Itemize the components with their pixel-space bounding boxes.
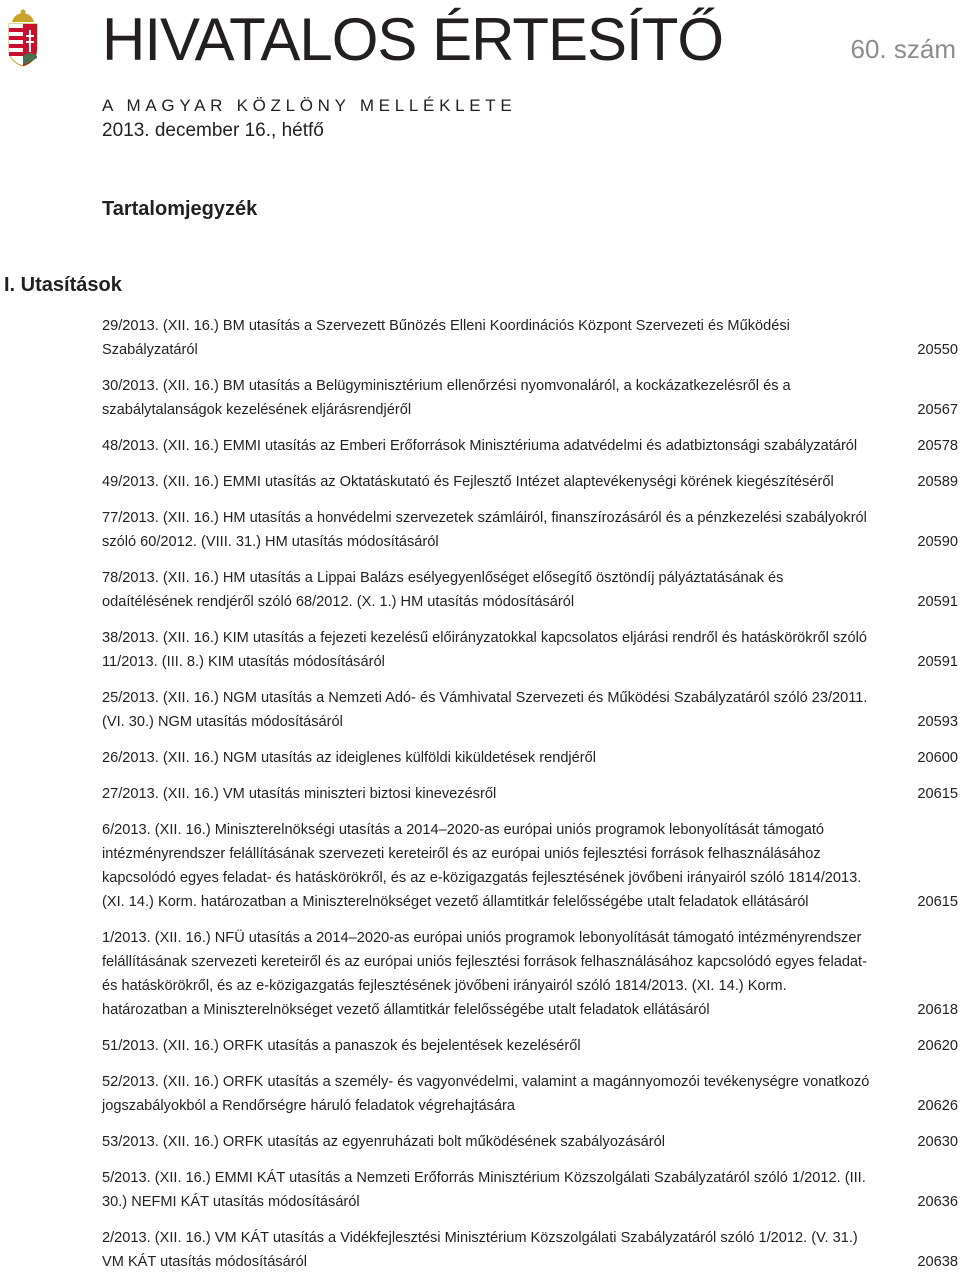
toc-entry-text: 1/2013. (XII. 16.) NFÜ utasítás a 2014–2020-as európai uniós programok lebonyolítását támogató intézményrendszer felállításának szervezeti kereteiről és az európai uniós fejlesztési források felhasználásához kapcsolódó egyes feladat- és hatáskörökről, és az e-közigazgatás fejlesztésének jövőbeni irányairól szóló 1814/2013. (XI. 14.) Korm. határozatban a Miniszterelnökséget vezető államtitkár felelősségébe utalt feladatok ellátásáról: [102, 930, 867, 1018]
toc-entry-text: 53/2013. (XII. 16.) ORFK utasítás az egyenruházati bolt működésének szabályozásáról: [102, 1134, 665, 1150]
toc-entry-page: 20615: [917, 894, 958, 910]
toc-entry-page: 20620: [917, 1038, 958, 1054]
toc-entry-text: 48/2013. (XII. 16.) EMMI utasítás az Emberi Erőforrások Minisztériuma adatvédelmi és adatbiztonsági szabályzatáról: [102, 438, 858, 454]
toc-entry: [102, 818, 958, 914]
section-heading: I. Utasítások: [4, 274, 122, 296]
toc-entry-text: 2/2013. (XII. 16.) VM KÁT utasítás a Vidékfejlesztési Minisztérium Közszolgálati Szabályzatáról szóló 1/2012. (V. 31.) VM KÁT utasítás módosításáról: [102, 1230, 858, 1270]
publication-date: 2013. december 16., hétfő: [102, 120, 324, 141]
toc-entry-page: 20591: [917, 594, 958, 610]
toc-entry-text: 77/2013. (XII. 16.) HM utasítás a honvédelmi szervezetek számláiról, finanszírozásáról és a pénzkezelési szabályokról szóló 60/2012. (VIII. 31.) HM utasítás módosításáról: [102, 510, 867, 550]
toc-entry-text: 5/2013. (XII. 16.) EMMI KÁT utasítás a Nemzeti Erőforrás Minisztérium Közszolgálati Szabályzatáról szóló 1/2012. (III. 30.) NEFMI KÁT utasítás módosításáról: [102, 1170, 866, 1210]
toc-entry-page: 20567: [917, 402, 958, 418]
toc-entry: [102, 1130, 958, 1154]
toc-entry: [102, 374, 958, 422]
coat-of-arms-icon: [6, 8, 40, 68]
toc-entry: [102, 1070, 958, 1118]
toc-entry: [102, 434, 958, 458]
toc-entry-page: 20618: [917, 1002, 958, 1018]
toc-entry-text: 49/2013. (XII. 16.) EMMI utasítás az Oktatáskutató és Fejlesztő Intézet alaptevékenységi körének kiegészítéséről: [102, 474, 834, 490]
toc-entry-text: 6/2013. (XII. 16.) Miniszterelnökségi utasítás a 2014–2020-as európai uniós programok lebonyolítását támogató intézményrendszer felállításának szervezeti kereteiről és az európai uniós fejlesztési források felhasználásához kapcsolódó egyes feladat- és hatáskörökről, és az e-közigazgatás fejlesztésének jövőbeni irányairól szóló 1814/2013. (XI. 14.) Korm. határozatban a Miniszterelnökséget vezető államtitkár felelősségébe utalt feladatok ellátásáról: [102, 822, 862, 910]
toc-entry: [102, 470, 958, 494]
toc-entry-page: 20589: [917, 474, 958, 490]
toc-entry: [102, 926, 958, 1022]
toc-entry: [102, 314, 958, 362]
toc-entry: [102, 782, 958, 806]
toc-entry-page: 20550: [917, 342, 958, 358]
toc-entry-text: 29/2013. (XII. 16.) BM utasítás a Szervezett Bűnözés Elleni Koordinációs Központ Szervezeti és Működési Szabályzatáról: [102, 318, 790, 358]
issue-number: 60. szám: [850, 34, 956, 64]
toc-entry-text: 27/2013. (XII. 16.) VM utasítás miniszteri biztosi kinevezésről: [102, 786, 497, 802]
toc-entry: [102, 686, 958, 734]
toc-entry-page: 20615: [917, 786, 958, 802]
toc-entry-text: 51/2013. (XII. 16.) ORFK utasítás a panaszok és bejelentések kezeléséről: [102, 1038, 581, 1054]
publication-title: HIVATALOS ÉRTESÍTŐ: [102, 6, 724, 73]
toc-entry-page: 20578: [917, 438, 958, 454]
toc-entry-page: 20638: [917, 1254, 958, 1270]
toc-entry: [102, 506, 958, 554]
toc-entry-page: 20626: [917, 1098, 958, 1114]
toc-entry-page: 20593: [917, 714, 958, 730]
toc-entry: [102, 566, 958, 614]
toc-entry-list: [102, 314, 958, 1286]
toc-entry-page: 20600: [917, 750, 958, 766]
toc-entry: [102, 746, 958, 770]
toc-entry-page: 20590: [917, 534, 958, 550]
toc-entry-page: 20630: [917, 1134, 958, 1150]
toc-entry-page: 20636: [917, 1194, 958, 1210]
toc-entry-text: 30/2013. (XII. 16.) BM utasítás a Belügyminisztérium ellenőrzési nyomvonaláról, a kockázatkezelésről és a szabálytalanságok kezelésének eljárásrendjéről: [102, 378, 791, 418]
toc-entry: [102, 1166, 958, 1214]
toc-entry-page: 20591: [917, 654, 958, 670]
toc-entry: [102, 1034, 958, 1058]
toc-entry: [102, 626, 958, 674]
publication-subtitle: A MAGYAR KÖZLÖNY MELLÉKLETE: [102, 96, 517, 115]
toc-entry: [102, 1226, 958, 1274]
toc-entry-text: 26/2013. (XII. 16.) NGM utasítás az ideiglenes külföldi kiküldetések rendjéről: [102, 750, 597, 766]
toc-entry-text: 25/2013. (XII. 16.) NGM utasítás a Nemzeti Adó- és Vámhivatal Szervezeti és Működési Szabályzatáról szóló 23/2011. (VI. 30.) NGM utasítás módosításáról: [102, 690, 868, 730]
toc-entry-text: 52/2013. (XII. 16.) ORFK utasítás a személy- és vagyonvédelmi, valamint a magánnyomozói tevékenységre vonatkozó jogszabályokból a Rendőrségre háruló feladatok végrehajtására: [102, 1074, 870, 1114]
toc-entry-text: 38/2013. (XII. 16.) KIM utasítás a fejezeti kezelésű előirányzatokkal kapcsolatos eljárási rendről és hatáskörökről szóló 11/2013. (III. 8.) KIM utasítás módosításáról: [102, 630, 867, 670]
toc-entry-text: 78/2013. (XII. 16.) HM utasítás a Lippai Balázs esélyegyenlőséget elősegítő ösztöndíj pályáztatásának és odaítélésének rendjéről szóló 68/2012. (X. 1.) HM utasítás módosításáról: [102, 570, 784, 610]
toc-heading: Tartalomjegyzék: [102, 198, 258, 220]
